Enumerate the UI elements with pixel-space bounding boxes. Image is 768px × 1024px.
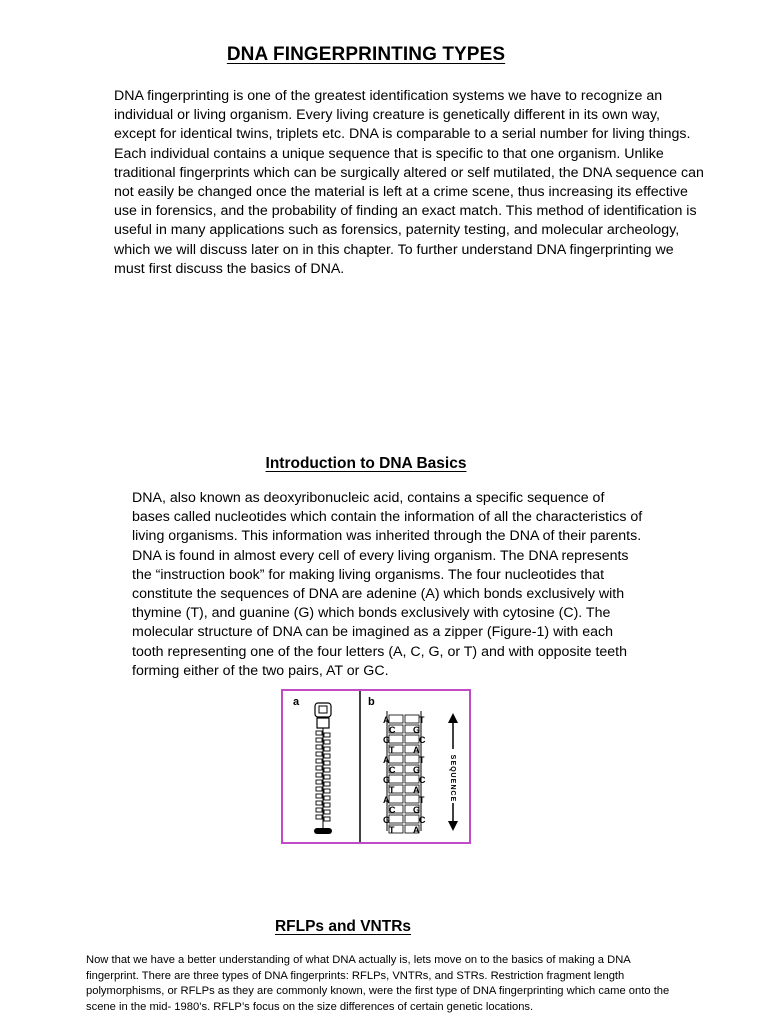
zipper-tooth-left [316,801,322,805]
zipper-tooth-right [324,789,330,793]
zipper-tooth-right [324,775,330,779]
base-box-right [405,755,419,763]
page-title: DNA FINGERPRINTING TYPES [226,44,506,65]
dna-zipper-figure [281,689,471,844]
zipper-tooth-right [324,733,330,737]
section-heading-dna-basics: Introduction to DNA Basics [265,455,467,472]
base-pair-ladder [383,711,426,835]
sequence-letter: N [449,784,456,790]
base-letter-right: T [419,795,425,805]
base-letter-left: T [389,825,395,835]
base-letter-right: T [419,715,425,725]
base-letter-right: C [419,775,426,785]
sequence-letter: Q [449,766,456,772]
zipper-tooth-left [316,794,322,798]
base-letter-right: G [413,725,421,735]
dna-basics-paragraph: DNA, also known as deoxyribonucleic acid, contains a specific sequence of bases called nucleotides which contain the information of all the characteristics of living organisms. This information was inherited through the DNA of their parents. DNA is found in almost every cell of every living organism. The DNA represents the “instruction book” for making living organisms. The four nucleotides that constitute the sequences of DNA are adenine (A) which bonds exclusively with thymine (T), and guanine (G) which bonds exclusively with cytosine (C). The molecular structure of DNA can be imagined as a zipper (Figure-1) with each tooth representing one of the four letters (A, C, G, or T) and with opposite teeth forming either of the two pairs, AT or GC. [132,490,643,679]
base-letter-right: A [413,785,420,795]
sequence-letter: E [449,796,456,802]
zipper-pull-hole [319,706,327,713]
base-letter-left: A [383,715,390,725]
base-letter-right: C [419,815,426,825]
zipper-illustration [314,703,332,834]
zipper-tooth-right [324,796,330,800]
sequence-letter: E [449,778,456,784]
zipper-tooth-right [324,747,330,751]
base-box-right [405,775,419,783]
sequence-letter: S [449,754,456,760]
base-box-left [389,755,403,763]
zipper-tooth-right [324,740,330,744]
section-heading-rflps-vntrs: RFLPs and VNTRs [274,918,412,935]
zipper-slider [317,718,329,728]
base-letter-right: G [413,765,421,775]
panel-a-label: a [293,696,300,708]
panel-b-label: b [368,696,375,708]
zipper-tooth-left [316,766,322,770]
zipper-tooth-left [316,780,322,784]
base-letter-right: G [413,805,421,815]
zipper-tooth-left [316,815,322,819]
base-letter-left: G [383,815,391,825]
zipper-tooth-right [324,817,330,821]
base-box-left [389,735,403,743]
base-letter-left: G [383,775,391,785]
zipper-tooth-left [316,752,322,756]
base-letter-right: C [419,735,426,745]
base-letter-left: C [389,725,396,735]
base-letter-left: G [383,735,391,745]
zipper-tooth-left [316,738,322,742]
zipper-tooth-right [324,782,330,786]
base-letter-left: T [389,785,395,795]
base-box-right [405,735,419,743]
base-box-right [405,715,419,723]
zipper-tooth-left [316,731,322,735]
zipper-tooth-left [316,759,322,763]
zipper-tooth-left [316,745,322,749]
base-box-left [389,815,403,823]
base-letter-left: C [389,805,396,815]
base-box-left [389,775,403,783]
base-letter-right: T [419,755,425,765]
zipper-tooth-right [324,768,330,772]
zipper-tooth-left [316,773,322,777]
zipper-bottom-stop [314,828,332,834]
sequence-letter: U [449,772,456,778]
zipper-tooth-right [324,810,330,814]
rflps-paragraph: Now that we have a better understanding of what DNA actually is, lets move on to the basics of making a DNA fingerprint. There are three types of DNA fingerprints: RFLPs, VNTRs, and STRs. Restriction fragment length polymorphisms, or RFLPs as they are commonly known, were the first type of DNA fingerprinting which came onto the scene in the mid- 1980’s. RFLP’s focus on the size differences of certain genetic locations. [86,954,670,1013]
base-box-left [389,795,403,803]
sequence-letter: E [449,760,456,766]
intro-paragraph: DNA fingerprinting is one of the greatest identification systems we have to recognize an individual or living organism. Every living creature is genetically different in its own way, except for identical twins, triplets etc. DNA is comparable to a serial number for living things. Each individual contains a unique sequence that is specific to that one organism. Unlike traditional fingerprints which can be surgically altered or self mutilated, the DNA sequence can not easily be changed once the material is left at a crime scene, thus increasing its effective use in forensics, and the probability of finding an exact match. This method of identification is useful in many applications such as forensics, paternity testing, and molecular archeology, which we will discuss later on in this chapter. To further understand DNA fingerprinting we must first discuss the basics of DNA. [114,88,704,277]
zipper-tooth-right [324,754,330,758]
base-letter-left: C [389,765,396,775]
base-box-left [389,715,403,723]
sequence-letter: C [449,790,456,796]
zipper-tooth-left [316,787,322,791]
arrow-head-down [448,821,458,831]
base-letter-right: A [413,745,420,755]
dna-zipper-diagram [283,691,469,842]
base-box-right [405,815,419,823]
base-letter-left: A [383,795,390,805]
base-letter-right: A [413,825,420,835]
base-box-right [405,795,419,803]
sequence-arrow [448,713,458,831]
zipper-tooth-left [316,808,322,812]
arrow-head-up [448,713,458,723]
zipper-tooth-right [324,761,330,765]
zipper-tooth-right [324,803,330,807]
base-letter-left: T [389,745,395,755]
base-letter-left: A [383,755,390,765]
